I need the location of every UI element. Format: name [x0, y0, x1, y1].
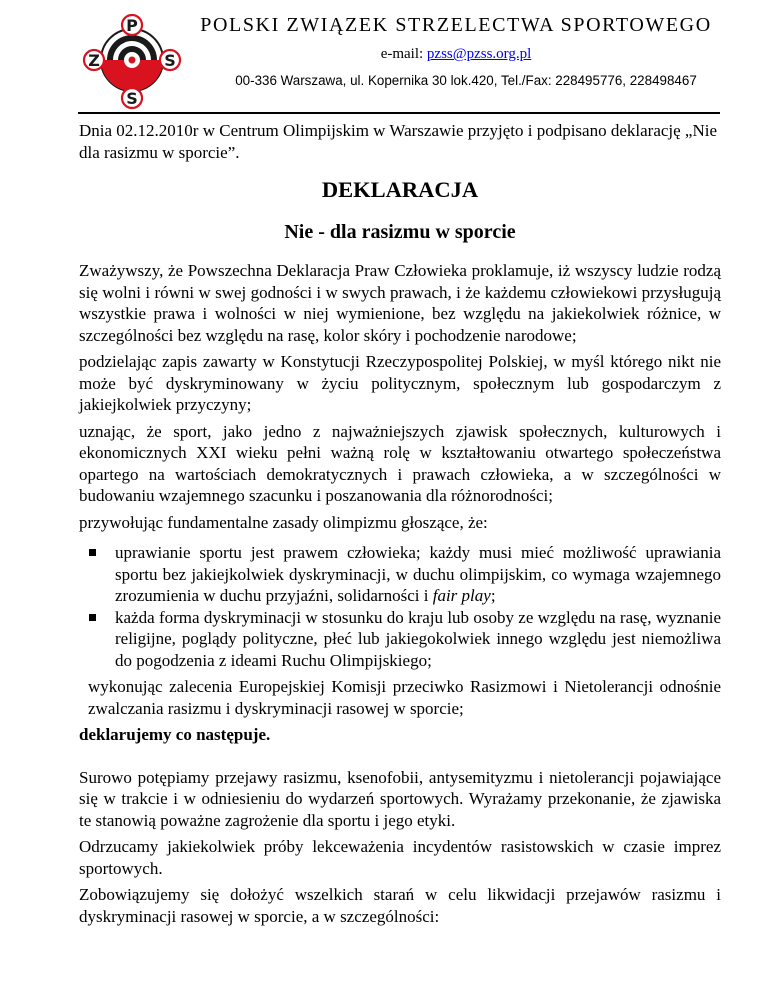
list-item [79, 542, 721, 607]
bullet-square-icon [89, 549, 96, 556]
email-link[interactable]: pzss@pzss.org.pl [426, 46, 532, 62]
declaration-statement: deklarujemy co następuje. [79, 725, 271, 744]
logo-letter-z: Z [88, 51, 100, 70]
paragraph-olympism: przywołując fundamentalne zasady olimpizmu głoszące, że: [79, 512, 488, 532]
bullet-text: każda forma dyskryminacji w stosunku do kraju lub osoby ze względu na rasę, wyznanie religijne, poglądy polityczne, płeć lub jakiegokolwiek innego względu jest niemożliwa do pogodzenia z ideami Ruchu Olimpijskiego; [115, 607, 721, 670]
email-line [186, 46, 726, 63]
document-subtitle: Nie - dla rasizmu w sporcie [284, 221, 516, 243]
paragraph-ecri: wykonując zalecenia Europejskiej Komisji przeciwko Rasizmowi i Nietolerancji odnośnie zwalczania rasizmu i dyskryminacji rasowej w sporcie; [88, 677, 721, 718]
address-line: 00-336 Warszawa, ul. Kopernika 30 lok.420, Tel./Fax: 228495776, 228498467 [235, 73, 697, 88]
bullet-square-icon [89, 614, 96, 621]
paragraph-constitution: podzielając zapis zawarty w Konstytucji Rzeczypospolitej Polskiej, w myśl którego nikt nie może być dyskryminowany w życiu politycznym, społecznym lub gospodarczym z jakiejkolwiek przyczyny; [79, 352, 721, 414]
bullet-end: ; [490, 586, 496, 605]
list-item [79, 607, 721, 672]
logo-letter-s-bottom: S [126, 89, 138, 108]
organization-name: POLSKI ZWIĄZEK STRZELECTWA SPORTOWEGO [200, 14, 712, 36]
intro-paragraph: Dnia 02.12.2010r w Centrum Olimpijskim w Warszawie przyjęto i podpisano deklarację „Nie dla rasizmu w sporcie”. [79, 121, 718, 162]
pzss-logo [76, 14, 188, 110]
logo-letter-p: P [126, 16, 138, 35]
olympism-principles-list [79, 542, 721, 671]
header-divider [78, 112, 720, 114]
paragraph-sport: uznając, że sport, jako jedno z najważniejszych zjawisk społecznych, kulturowych i ekonomicznych XXI wieku pełni ważną rolę w kształtowaniu otwartego społeczeństwa opartego na wartościach demokratycznych i prawach człowieka, a w szczególności w budowaniu wzajemnego szacunku i poszanowania dla różnorodności; [79, 421, 721, 505]
fair-play-text: fair play [432, 586, 491, 605]
email-label: e-mail: [380, 46, 427, 62]
document-title: DEKLARACJA [321, 177, 479, 202]
bullet-text: uprawianie sportu jest prawem człowieka; każdy musi mieć możliwość uprawiania sportu bez jakiejkolwiek dyskryminacji, w duchu olimpijskim, co wymaga wzajemnego zrozumienia w duchu przyjaźni, solidarności i [115, 543, 721, 605]
paragraph-reject: Odrzucamy jakiekolwiek próby lekceważenia incydentów rasistowskich w czasie imprez sportowych. [79, 837, 721, 878]
document-body [79, 120, 721, 932]
logo-letter-s-right: S [164, 51, 176, 70]
paragraph-whereas: Zważywszy, że Powszechna Deklaracja Praw Człowieka proklamuje, iż wszyscy ludzie rodzą się wolni i równi w swej godności i w swych prawach, i że każdemu człowiekowi przysługują wszystkie prawa i wolności w niej wymienione, bez względu na jakiekolwiek różnice, w szczególności bez względu na rasę, kolor skóry i pochodzenie narodowe; [79, 261, 721, 345]
paragraph-condemn: Surowo potępiamy przejawy rasizmu, ksenofobii, antysemityzmu i nietolerancji pojawiające się w trakcie i w odniesieniu do wydarzeń sportowych. Wyrażamy przekonanie, że zjawiska te stanowią poważne zagrożenie dla sportu i jego etyki. [79, 767, 721, 830]
paragraph-commit: Zobowiązujemy się dołożyć wszelkich starań w celu likwidacji przejawów rasizmu i dyskryminacji rasowej w sporcie, a w szczególności: [79, 885, 721, 926]
